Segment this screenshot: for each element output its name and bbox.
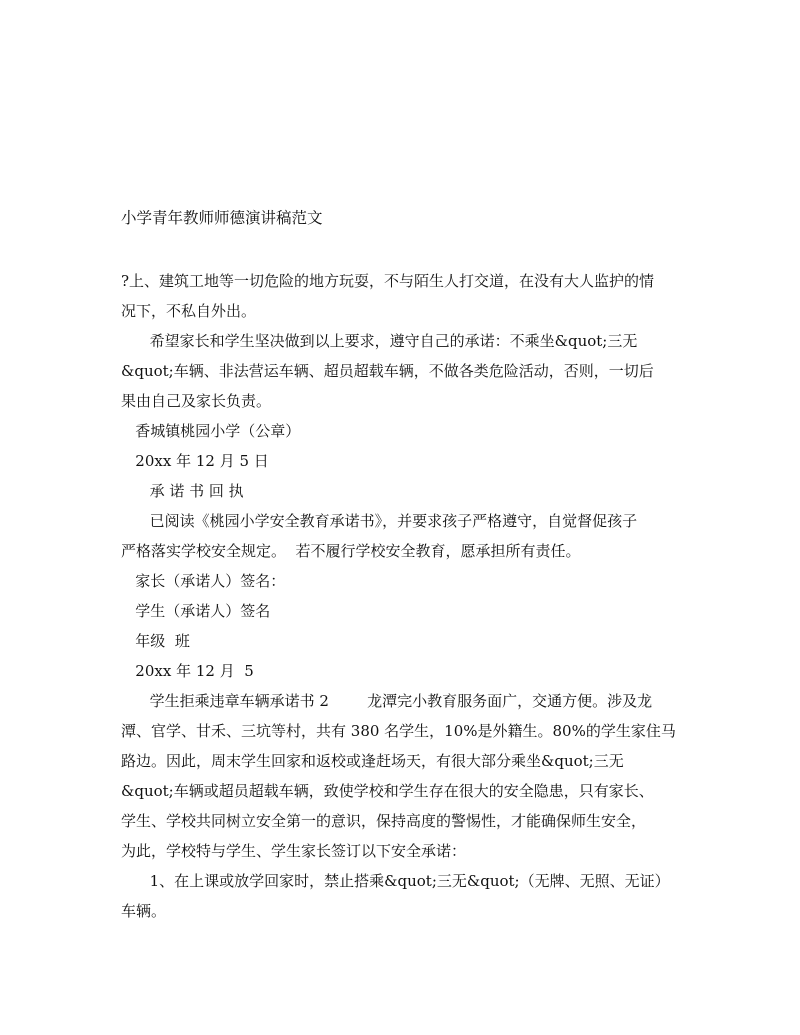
body-line: 1、在上课或放学回家时，禁止搭乘&quot;三无&quot;（无牌、无照、无证） [121, 872, 670, 890]
body-line: 路边。因此，周末学生回家和返校或逢赶场天，有很大部分乘坐&quot;三无 [121, 752, 624, 770]
body-line: ?上、建筑工地等一切危险的地方玩耍，不与陌生人打交道，在没有大人监护的情 [121, 272, 655, 290]
document-title: 小学青年教师师德演讲稿范文 [121, 209, 323, 227]
body-line: &quot;车辆、非法营运车辆、超员超载车辆，不做各类危险活动，否则，一切后 [121, 362, 654, 380]
student-signature-line: 学生（承诺人）签名 [121, 602, 271, 620]
body-line: 学生、学校共同树立安全第一的意识，保持高度的警惕性，才能确保师生安全， [121, 812, 647, 830]
body-line: 严格落实学校安全规定。 若不履行学校安全教育，愿承担所有责任。 [121, 542, 581, 560]
receipt-heading: 承 诺 书 回 执 [121, 482, 244, 500]
parent-signature-line: 家长（承诺人）签名： [121, 572, 286, 590]
body-line: &quot;车辆或超员超载车辆，致使学校和学生存在很大的安全隐患，只有家长、 [121, 782, 654, 800]
body-line: 已阅读《桃园小学安全教育承诺书》，并要求孩子严格遵守，自觉督促孩子 [121, 512, 638, 530]
body-line: 学生拒乘违章车辆承诺书 2 龙潭完小教育服务面广，交通方便。涉及龙 [121, 692, 653, 710]
date-line: 20xx 年 12 月 5 日 [121, 452, 269, 470]
document-body [121, 266, 681, 926]
grade-class-line: 年级 班 [121, 632, 190, 650]
school-seal-line: 香城镇桃园小学（公章） [121, 422, 301, 440]
body-line: 果由自己及家长负责。 [121, 392, 272, 410]
body-line: 潭、官学、甘禾、三坑等村，共有 380 名学生，10%是外籍生。80%的学生家住马 [121, 722, 676, 740]
body-line: 为此，学校特与学生、学生家长签订以下安全承诺： [121, 842, 467, 860]
body-line: 况下，不私自外出。 [121, 302, 257, 320]
body-line: 车辆。 [121, 902, 167, 920]
body-line: 希望家长和学生坚决做到以上要求，遵守自己的承诺：不乘坐&quot;三无 [121, 332, 638, 350]
date-line: 20xx 年 12 月 5 [121, 662, 254, 680]
